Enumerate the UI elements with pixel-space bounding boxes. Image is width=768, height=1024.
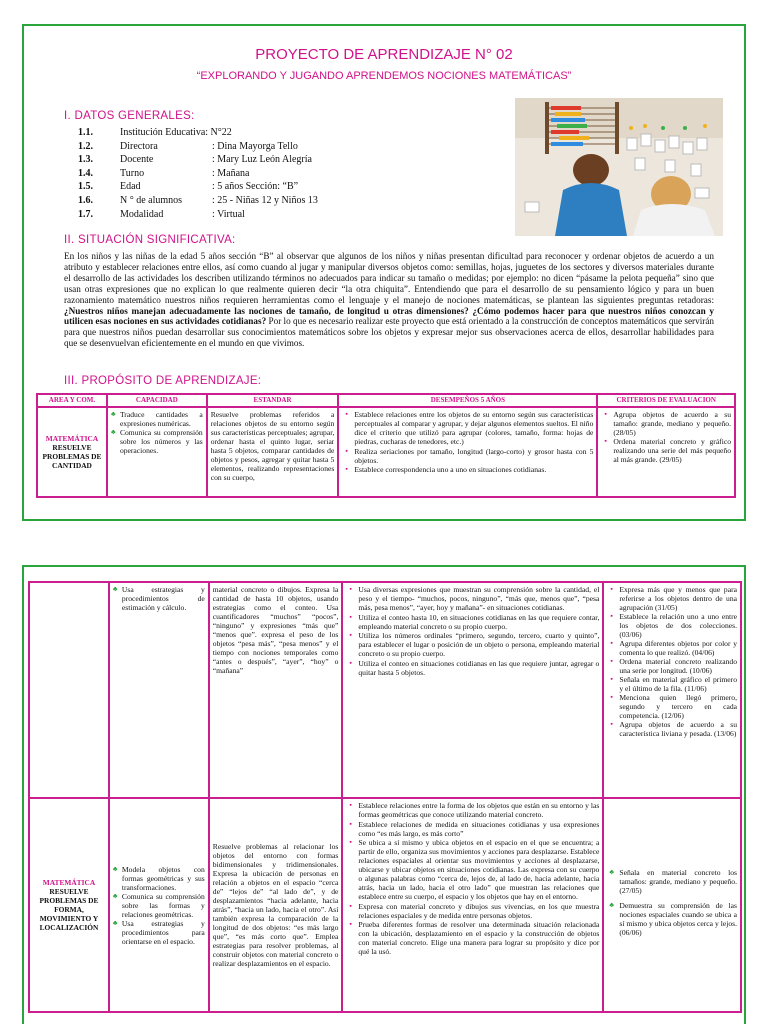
col-header-area: AREA Y COM. xyxy=(37,394,107,407)
datos-row-label: Docente xyxy=(120,154,154,166)
estandar-text: Resuelve problemas al relacionar los objetos del entorno con formas bidimensionales y tridimensionales. Expresa la ubicación de personas en relación a objetos en el espacio “cerca de” “lejos de” “al lado de”, y de desplazamientos “hacia adelante, hacia atrás”, “hacia un lado, hacia el otro”. Así también expresa la comparación de la longitud de dos objetos: “es más largo que”, “es más corto que”. Emplea estrategias para resolver problemas, al construir objetos con material concreto o realizar desplazamientos en el espacio. xyxy=(212,842,339,968)
desempeno-item: ▪ Realiza seriaciones por tamaño, longitud (largo-corto) y grosor hasta con 5 objetos. xyxy=(342,447,593,465)
classroom-photo xyxy=(515,98,723,236)
criterio-item: ▪ Expresa más que y menos que para referirse a los objetos dentro de una agrupación (31/05) xyxy=(607,585,737,612)
capacidad-cell xyxy=(109,798,209,1012)
datos-row xyxy=(64,167,484,181)
datos-row xyxy=(64,140,484,154)
criterios-cell xyxy=(603,582,741,798)
competencia-name: RESUELVE PROBLEMAS DE FORMA, MOVIMIENTO Y LOCALIZACIÓN xyxy=(39,887,99,932)
table-row xyxy=(29,798,741,1012)
datos-row xyxy=(64,194,484,208)
proposito-table-page2 xyxy=(28,581,742,1013)
criterio-item: ▪ Menciona quien llegó primero, segundo y tercero en cada competencia. (12/06) xyxy=(607,693,737,720)
datos-row-value: : 5 años Sección: “B” xyxy=(212,181,299,193)
desempeno-item: ▪ Prueba diferentes formas de resolver una determinada situación relacionada con la ubicación, desplazamiento en el espacio y la construcción de objetos con material concreto. Elige una manera para lograr su propósito y dice por qué la usó. xyxy=(346,920,599,956)
datos-row-value: : 25 - Niñas 12 y Niños 13 xyxy=(212,194,318,206)
document-page-1 xyxy=(22,24,746,521)
datos-row xyxy=(64,153,484,167)
datos-row-label: Turno xyxy=(120,167,145,179)
datos-row-value: : Virtual xyxy=(212,208,245,220)
capacidad-item: ♣ Comunica su comprensión sobre los números y las operaciones. xyxy=(111,428,203,455)
desempenos-cell xyxy=(342,798,603,1012)
datos-row xyxy=(64,126,484,140)
datos-row xyxy=(64,208,484,222)
area-cell-empty xyxy=(29,582,109,798)
criterio-item: ▪ Ordena material concreto y gráfico realizando una serie del más pequeño al más grande. (29/05) xyxy=(601,437,731,464)
document-page-2 xyxy=(22,565,746,1024)
situacion-paragraph-intro: En los niños y las niñas de la edad 5 años sección “B” al observar que algunos de los niños y niñas presentan dificultad para reconocer y ordenar objetos de acuerdo a un atributo y establecer relaciones entre ellos, así como cuando al jugar y manipular diversos objetos como: semillas, hojas, juguetes de los sectores y diversos materiales durante el desarrollo de las actividades los describen utilizando términos no adecuados para indicar su tamaño o medidas; por ejemplo: no dicen “pásame la pelota pequeña” sino que usan otras expresiones que no explican lo que realmente quieren decir “la otra chiquita”. Entendiendo que para el desarrollo de su pensamiento lógico y para un buen razonamiento matemático nuestros niños requieren herramientas como el lenguaje y el manejo de nociones matemáticas, se plantean las siguientes preguntas retadoras: xyxy=(64,251,714,305)
criterio-item: ▪ Establece la relación uno a uno entre los objetos de dos colecciones. (03/06) xyxy=(607,612,737,639)
capacidad-item: ♣ Comunica su comprensión sobre las formas y relaciones geométricas. xyxy=(113,892,205,919)
area-cell xyxy=(29,798,109,1012)
datos-row-label: Directora xyxy=(120,140,158,152)
datos-row-value: : Mañana xyxy=(212,167,250,179)
children-abacus-illustration xyxy=(515,98,723,236)
capacidad-item: ♣ Modela objetos con formas geométricas y sus transformaciones. xyxy=(113,865,205,892)
capacidad-cell xyxy=(109,582,209,798)
criterio-item: ▪ Agrupa diferentes objetos por color y comenta lo que realizó. (04/06) xyxy=(607,639,737,657)
col-header-desempenos: DESEMPEÑOS 5 AÑOS xyxy=(338,394,597,407)
desempeno-item: ▪ Utiliza el conteo hasta 10, en situaciones cotidianas en las que requiere contar, empleando material concreto o su propio cuerpo. xyxy=(346,613,599,631)
competencia-name: RESUELVE PROBLEMAS DE CANTIDAD xyxy=(42,443,102,470)
criterio-item: ▪ Agrupa objetos de acuerdo a su tamaño: grande, mediano y pequeño. (28/05) xyxy=(601,410,731,437)
table-header-row xyxy=(37,394,735,407)
datos-row-number: 1.2. xyxy=(78,140,93,152)
project-title: PROYECTO DE APRENDIZAJE N° 02 xyxy=(255,46,513,63)
capacidad-item: ♣ Traduce cantidades a expresiones numéricas. xyxy=(111,410,203,428)
datos-row xyxy=(64,180,484,194)
desempeno-item: ▪ Se ubica a sí mismo y ubica objetos en el espacio en el que se encuentra; a partir de ello, organiza sus movimientos y acciones para desplazarse. Establece relaciones espaciales al orientar sus movimientos y acciones al desplazarse, ubicarse y ubicar objetos en situaciones cotidianas. Las expresa con su cuerpo o algunas palabras como “cerca de, lejos de, al lado de, hacia adelante, hacia atrás, hacia un lado, hacia el otro lado” que muestran las relaciones que establece entre su cuerpo, el espacio y los objetos que hay en el entorno. xyxy=(346,838,599,901)
project-subtitle: “EXPLORANDO Y JUGANDO APRENDEMOS NOCIONES MATEMÁTICAS” xyxy=(196,70,572,82)
datos-row-number: 1.7. xyxy=(78,208,93,220)
area-name: MATEMÁTICA xyxy=(42,878,96,887)
datos-generales-list xyxy=(64,126,484,221)
datos-row-value: : Mary Luz León Alegría xyxy=(212,154,312,166)
criterio-item: ▪ Ordena material concreto realizando una serie por longitud. (10/06) xyxy=(607,657,737,675)
estandar-text: Resuelve problemas referidos a relaciones objetos de su entorno según sus características perceptuales; agrupar, ordenar hasta el quinto lugar, seriar hasta 5 objetos, comparar cantidades de objetos y pesos, agregar y quitar hasta 5 elementos, realizando representaciones con su cuerpo, xyxy=(210,410,335,482)
desempeno-item: ▪ Establece relaciones de medida en situaciones cotidianas y usa expresiones como “es más largo, es más corto” xyxy=(346,820,599,838)
datos-row-value: : Dina Mayorga Tello xyxy=(212,140,298,152)
datos-row-number: 1.3. xyxy=(78,154,93,166)
desempeno-item: ▪ Utiliza el conteo en situaciones cotidianas en las que requiere juntar, agregar o quitar hasta 5 objetos. xyxy=(346,659,599,677)
criterio-item: ♣ Demuestra su comprensión de las nociones espaciales cuando se ubica a sí mismo y ubica objetos cerca y lejos. (06/06) xyxy=(607,901,737,937)
estandar-text: material concreto o dibujos. Expresa la cantidad de hasta 10 objetos, usando estrategias como el conteo. Usa cuantificadores “muchos” “pocos”, “ninguno” y expresiones “más que” “menos que”. expresa el peso de los objetos “pesa más”, “pesa menos” y el tiempo con nociones temporales como “antes o después”, “ayer”, “hoy” o “mañana” xyxy=(212,585,339,675)
section-heading-situacion: II. SITUACIÓN SIGNIFICATIVA: xyxy=(64,234,236,246)
area-cell xyxy=(37,407,107,497)
section-heading-datos: I. DATOS GENERALES: xyxy=(64,110,195,122)
desempeno-item: ▪ Establece correspondencia uno a uno en situaciones cotidianas. xyxy=(342,465,593,474)
desempeno-item: ▪ Establece relaciones entre la forma de los objetos que están en su entorno y las formas geométricas que conoce utilizando material concreto. xyxy=(346,801,599,819)
datos-row-number: 1.1. xyxy=(78,127,93,138)
desempeno-item: ▪ Usa diversas expresiones que muestran su comprensión sobre la cantidad, el peso y el tiempo- “muchos, pocos, ninguno”, “más que, menos que”, “pesa más, pesa menos”, “ayer, hoy y mañana”- en situaciones cotidianas. xyxy=(346,585,599,612)
desempeno-item: ▪ Utiliza los números ordinales “primero, segundo, tercero, cuarto y quinto”, para establecer el lugar o posición de un objeto o persona, empleando material concreto o su propio cuerpo. xyxy=(346,631,599,658)
area-name: MATEMÁTICA xyxy=(45,434,99,443)
criterio-item: ♣ Señala en material concreto los tamaños: grande, mediano y pequeño. (27/05) xyxy=(607,868,737,895)
capacidad-item: ♣ Usa estrategias y procedimientos de estimación y cálculo. xyxy=(113,585,205,612)
col-header-estandar: ESTANDAR xyxy=(207,394,339,407)
situacion-significativa-text xyxy=(64,251,714,349)
proposito-table-page1 xyxy=(36,393,736,498)
datos-row-number: 1.5. xyxy=(78,181,93,193)
capacidad-item: ♣ Usa estrategias y procedimientos para orientarse en el espacio. xyxy=(113,919,205,946)
table-row xyxy=(37,407,735,497)
criterio-item: ▪ Señala en material gráfico el primero y el último de la fila. (11/06) xyxy=(607,675,737,693)
col-header-criterios: CRITERIOS DE EVALUACION xyxy=(597,394,735,407)
capacidad-cell xyxy=(107,407,207,497)
col-header-capacidad: CAPACIDAD xyxy=(107,394,207,407)
criterios-cell xyxy=(603,798,741,1012)
criterios-cell xyxy=(597,407,735,497)
table-row xyxy=(29,582,741,798)
datos-row-label: N ° de alumnos xyxy=(120,194,183,206)
desempeno-item: ▪ Establece relaciones entre los objetos de su entorno según sus características perceptuales al comparar y agrupar, y dejar algunos elementos sueltos. El niño dice el criterio que utilizó para agrupar (colores, tamaño, forma: hojas de piedras, cucharas de tenedores, etc.) xyxy=(342,410,593,446)
estandar-cell xyxy=(209,582,343,798)
situacion-questions: ¿Nuestros niños manejan adecuadamente las nociones de tamaño, de longitud u otras dimensiones? ¿Cómo podemos hacer para que nuestros niños conozcan y utilicen esas nociones en sus actividades cotidianas? xyxy=(64,305,714,327)
estandar-cell xyxy=(209,798,343,1012)
estandar-cell xyxy=(207,407,339,497)
datos-row-label: Edad xyxy=(120,181,141,193)
datos-row-label: Modalidad xyxy=(120,208,164,220)
desempenos-cell xyxy=(342,582,603,798)
desempeno-item: ▪ Expresa con material concreto y dibujos sus vivencias, en los que muestra relaciones espaciales y de medida entre personas objetos. xyxy=(346,902,599,920)
desempenos-cell xyxy=(338,407,597,497)
section-heading-proposito: III. PROPÓSITO DE APRENDIZAJE: xyxy=(64,375,262,387)
situacion-paragraph-outro: Por lo que es necesario realizar este proyecto que está orientado a la construcción de conceptos matemáticos que servirán para que nuestros niños puedan desarrollar sus conocimientos matemáticos sobre los objetos y expresar mejor sus observaciones acerca de ellos, desarrollar habilidades para que se desenvuelvan eficientemente en el mundo en que vivimos. xyxy=(64,316,714,349)
datos-row-number: 1.6. xyxy=(78,194,93,206)
datos-row-number: 1.4. xyxy=(78,167,93,179)
datos-row-label: Institución Educativa: N°22 xyxy=(120,127,232,138)
criterio-item: ▪ Agrupa objetos de acuerdo a su característica liviana y pesada. (13/06) xyxy=(607,720,737,738)
